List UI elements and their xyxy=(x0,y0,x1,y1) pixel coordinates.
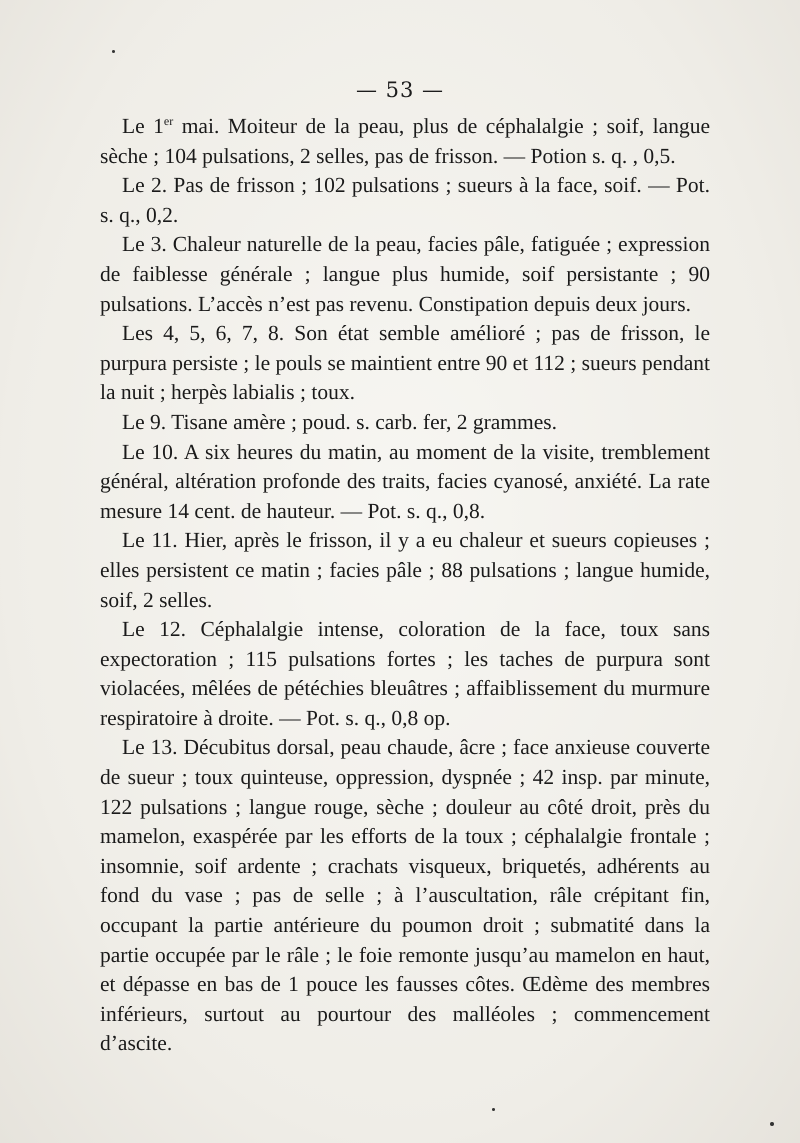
ink-speck xyxy=(770,1122,774,1126)
paragraph-day-9: Le 9. Tisane amère ; poud. s. carb. fer, 2 grammes. xyxy=(122,409,557,434)
paragraph-day-2: Le 2. Pas de frisson ; 102 pulsations ; sueurs à la face, soif. — Pot. s. q., 0,2. xyxy=(100,173,710,227)
paragraph-day-11: Le 11. Hier, après le frisson, il y a eu chaleur et sueurs copieuses ; elles persistent ce matin ; facies pâle ; 88 pulsations ; langue humide, soif, 2 selles. xyxy=(100,528,710,612)
paragraph-day-12: Le 12. Céphalalgie intense, coloration de la face, toux sans expectoration ; 115 pulsations fortes ; les taches de purpura sont violacées, mêlées de pétéchies bleuâtres ; affaiblissement du murmure respiratoire à droite. — Pot. s. q., 0,8 op. xyxy=(100,617,710,730)
ink-speck xyxy=(112,50,115,53)
paragraph-day-10: Le 10. A six heures du matin, au moment de la visite, tremblement général, altération profonde des traits, facies cyanosé, anxiété. La rate mesure 14 cent. de hauteur. — Pot. s. q., 0,8. xyxy=(100,439,710,523)
paragraph-day-3: Le 3. Chaleur naturelle de la peau, facies pâle, fatiguée ; expression de faiblesse générale ; langue plus humide, soif persistante ; 90 pulsations. L’accès n’est pas revenu. Constipation depuis deux jours. xyxy=(100,232,710,316)
paragraph-days-4-8: Les 4, 5, 6, 7, 8. Son état semble amélioré ; pas de frisson, le purpura persiste ; le pouls se maintient entre 90 et 112 ; sueurs pendant la nuit ; herpès labialis ; toux. xyxy=(100,321,711,405)
body-text xyxy=(100,112,710,1059)
ink-speck xyxy=(492,1108,495,1111)
page-number: — 53 — xyxy=(355,78,445,102)
paragraph-day-13: Le 13. Décubitus dorsal, peau chaude, âcre ; face anxieuse couverte de sueur ; toux quinteuse, oppression, dyspnée ; 42 insp. par minute, 122 pulsations ; langue rouge, sèche ; douleur au côté droit, près du mamelon, exaspérée par les efforts de la toux ; céphalalgie frontale ; insomnie, soif ardente ; crachats visqueux, briquetés, adhérents au fond du vase ; pas de selle ; à l’auscultation, râle crépitant fin, occupant la partie antérieure du poumon droit ; submatité dans la partie occupée par le râle ; le foie remonte jusqu’au mamelon en haut, et dépasse en bas de 1 pouce les fausses côtes. Œdème des membres inférieurs, surtout au pourtour des malléoles ; commencement d’ascite. xyxy=(100,735,710,1056)
paragraph-may-1: Le 1er mai. Moiteur de la peau, plus de céphalalgie ; soif, langue sèche ; 104 pulsations, 2 selles, pas de frisson. — Potion s. q. , 0,5. xyxy=(100,113,710,168)
